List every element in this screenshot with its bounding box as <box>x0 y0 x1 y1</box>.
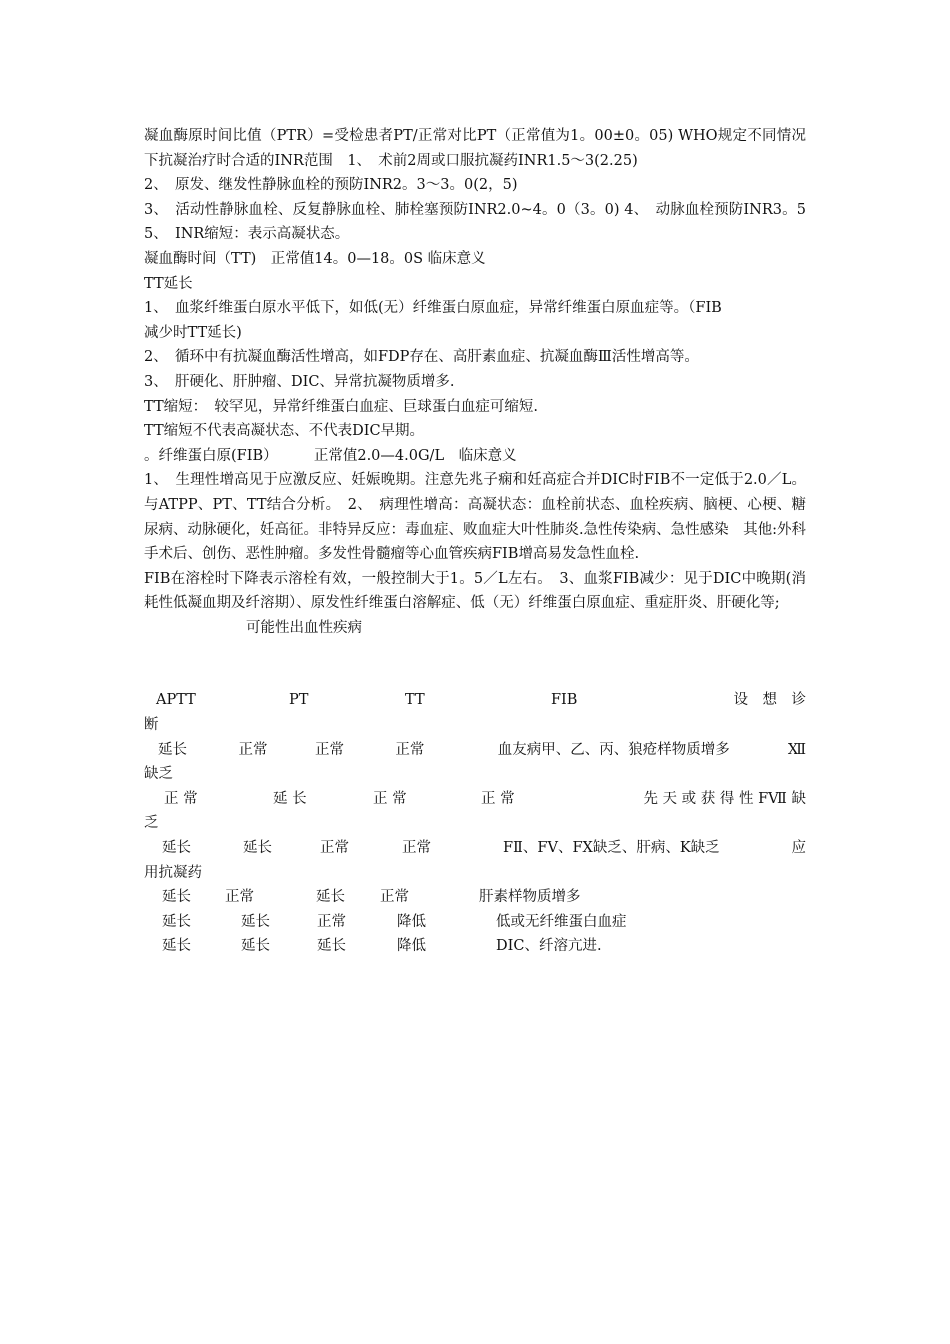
paragraph-tt-3: 3、 肝硬化、肝肿瘤、DIC、异常抗凝物质增多. <box>144 373 455 390</box>
cell-diagnosis-cont: 缺乏 <box>144 766 173 783</box>
cell-fib: 降低 <box>397 938 426 955</box>
table-row <box>144 885 806 910</box>
cell-tt: 正 常 <box>373 790 407 807</box>
paragraph-fib-heading: 。纤维蛋白原(FIB） 正常值2.0—4.0G/L 临床意义 <box>144 447 517 464</box>
cell-diagnosis: FⅡ、FⅤ、FⅩ缺乏、肝病、K缺乏 <box>503 840 720 857</box>
table-caption: 可能性出血性疾病 <box>246 619 362 636</box>
cell-aptt: 延长 <box>158 741 187 758</box>
header-diagnosis-cont: 断 <box>144 717 159 734</box>
header-diagnosis: 设 想 诊 <box>733 692 806 709</box>
cell-tt: 正常 <box>317 913 346 930</box>
paragraph-tt-heading: 凝血酶时间（TT) 正常值14。0—18。0S 临床意义 <box>144 250 486 267</box>
header-tt: TT <box>405 692 425 709</box>
table-row <box>144 836 806 861</box>
header-fib: FIB <box>551 692 578 709</box>
paragraph-tt-2: 2、 循环中有抗凝血酶活性增高，如FDP存在、高肝素血症、抗凝血酶Ⅲ活性增高等。 <box>144 349 699 366</box>
diagnosis-table <box>144 688 806 959</box>
cell-diagnosis: 低或无纤维蛋白血症 <box>496 913 627 930</box>
cell-diagnosis-cont: 乏 <box>144 815 159 832</box>
cell-diagnosis-tail: Ⅻ <box>787 741 806 758</box>
cell-tt: 正常 <box>320 840 349 857</box>
paragraph-fib-3: FIB在溶栓时下降表示溶栓有效，一般控制大于1。5／L左右。 3、血浆FIB减少：见于DIC中晚期(消耗性低凝血期及纤溶期）、原发性纤维蛋白溶解症、低（无）纤维蛋白原血症、重症肝炎、肝硬化等; <box>144 570 806 612</box>
cell-fib: 正常 <box>402 840 431 857</box>
cell-tt: 延长 <box>317 938 346 955</box>
paragraph-tt-1: 1、 血浆纤维蛋白原水平低下，如低(无）纤维蛋白原血症，异常纤维蛋白原血症等。（FIB <box>144 300 722 317</box>
cell-pt: 正常 <box>238 741 268 758</box>
cell-aptt: 正 常 <box>164 790 198 807</box>
cell-fib: 降低 <box>397 913 426 930</box>
cell-fib: 正常 <box>380 889 409 906</box>
cell-tt: 延长 <box>316 889 345 906</box>
cell-diagnosis-tail: 应 <box>791 840 806 857</box>
table-row <box>144 787 806 812</box>
paragraph-tt-prolonged: TT延长 <box>144 275 193 292</box>
cell-diagnosis: 血友病甲、乙、丙、狼疮样物质增多 <box>497 741 730 758</box>
cell-tt: 正常 <box>314 741 344 758</box>
cell-aptt: 延长 <box>162 889 191 906</box>
paragraph-ptr-inr: 凝血酶原时间比值（PTR）=受检患者PT/正常对比PT（正常值为1。00±0。05) WHO规定不同情况下抗凝治疗时合适的INR范围 1、 术前2周或口服抗凝药INR1.5～3(2.25) <box>144 128 806 169</box>
header-aptt: APTT <box>156 692 196 709</box>
table-header <box>144 688 806 713</box>
paragraph-inr-2: 2、 原发、继发性静脉血栓的预防INR2。3～3。0(2，5) <box>144 177 518 194</box>
table-row <box>144 738 806 763</box>
header-pt: PT <box>289 692 309 709</box>
cell-fib: 正 常 <box>481 790 515 807</box>
paragraph-tt-short: TT缩短： 较罕见，异常纤维蛋白血症、巨球蛋白血症可缩短. <box>144 398 538 415</box>
cell-diagnosis: 先 天 或 获 得 性 FⅦ 缺 <box>643 790 806 807</box>
paragraph-fib-1-2: 1、 生理性增高见于应激反应、妊娠晚期。注意先兆子痫和妊高症合并DIC时FIB不一定低于2.0／L。与ATPP、PT、TT结合分析。 2、 病理性增高：高凝状态：血栓前状态、血栓疾病、脑梗、心梗、糖尿病、动脉硬化，妊高征。非特异反应：毒血症、败血症大叶性肺炎.急性传染病、急性感染 其他:外科手术后、创伤、恶性肿瘤。多发性骨髓瘤等心血管疾病FIB增高易发急性血栓. <box>144 472 806 563</box>
cell-diagnosis: DIC、纤溶亢进. <box>496 938 602 955</box>
table-row <box>144 910 806 935</box>
table-row <box>144 934 806 959</box>
document-body <box>144 124 806 959</box>
cell-diagnosis-cont: 用抗凝药 <box>144 864 202 881</box>
paragraph-inr-3: 3、 活动性静脉血栓、反复静脉血栓、肺栓塞预防INR2.0~4。0（3。0) 4、 动脉血栓预防INR3。5 5、 INR缩短：表示高凝状态。 <box>144 201 806 243</box>
cell-pt: 延 长 <box>273 790 307 807</box>
cell-pt: 延长 <box>243 840 272 857</box>
cell-pt: 正常 <box>225 889 254 906</box>
paragraph-tt-1-cont: 减少时TT延长) <box>144 324 242 341</box>
cell-pt: 延长 <box>241 938 270 955</box>
spacer <box>144 640 806 688</box>
cell-diagnosis: 肝素样物质增多 <box>479 889 581 906</box>
cell-pt: 延长 <box>241 913 270 930</box>
cell-fib: 正常 <box>395 741 425 758</box>
cell-aptt: 延长 <box>162 938 191 955</box>
cell-aptt: 延长 <box>162 913 191 930</box>
cell-aptt: 延长 <box>162 840 191 857</box>
paragraph-tt-short-note: TT缩短不代表高凝状态、不代表DIC早期。 <box>144 423 425 440</box>
